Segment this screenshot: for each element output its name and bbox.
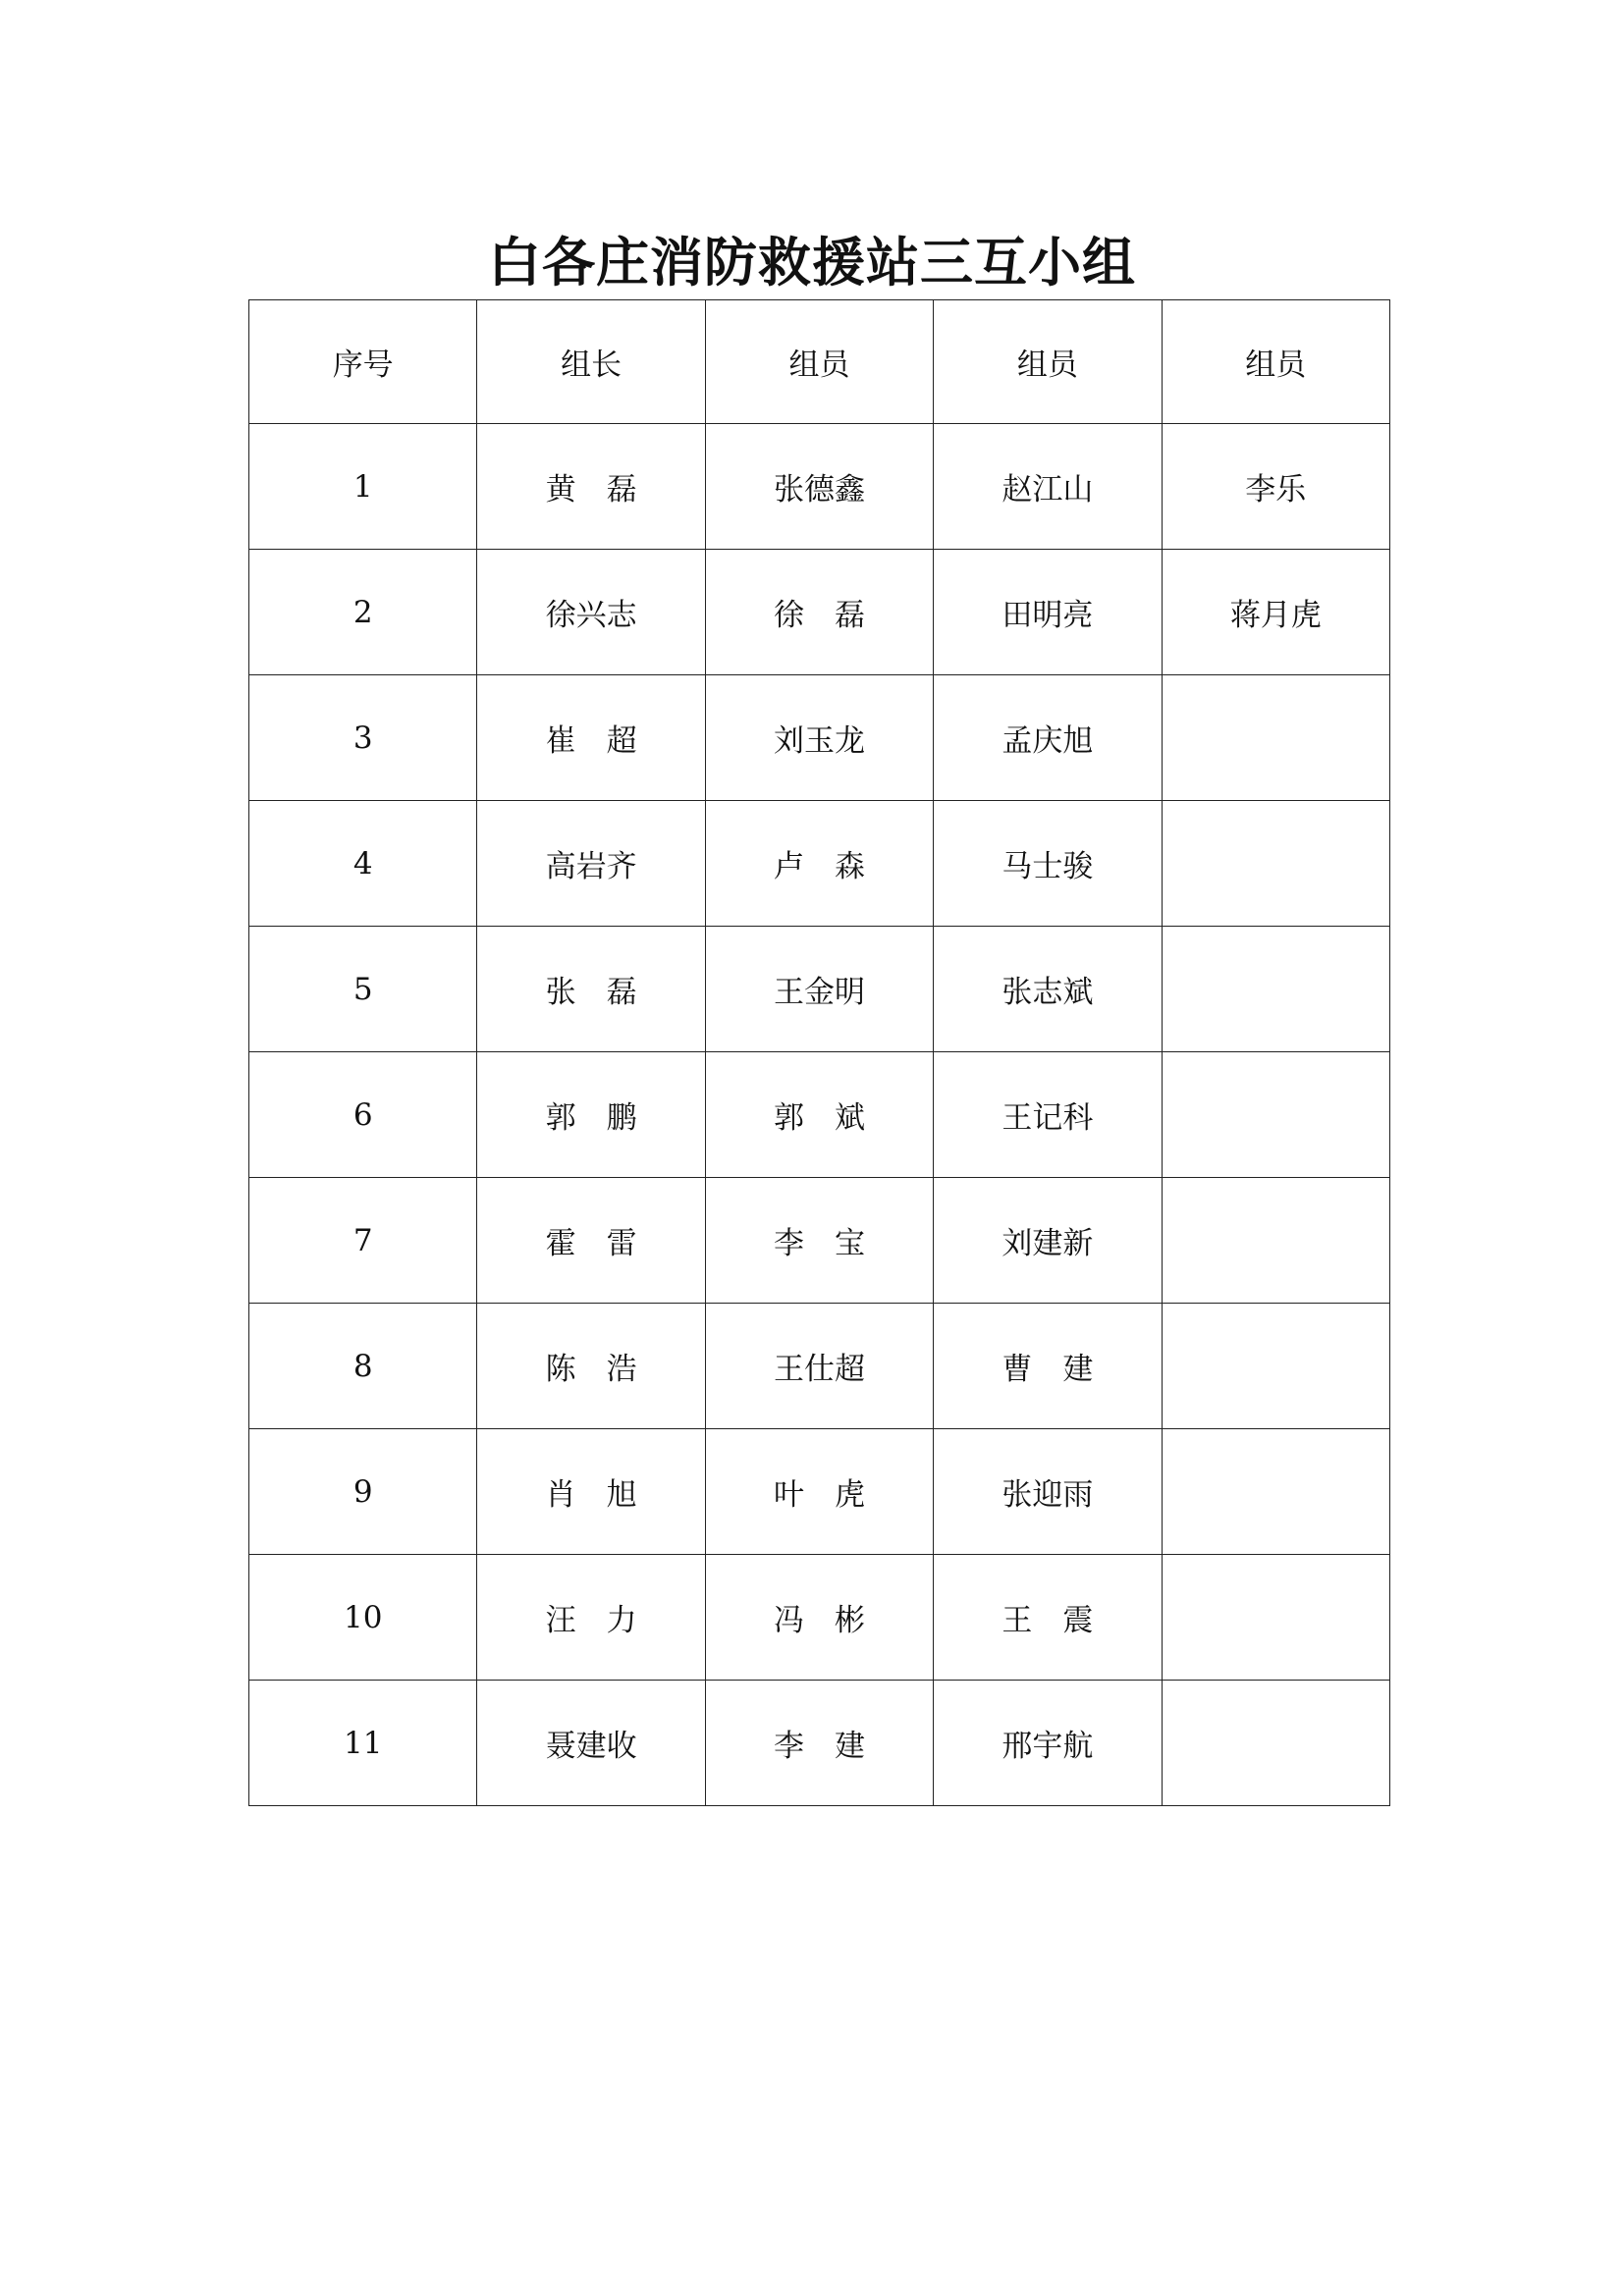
table-header-row [249,300,1390,424]
row-member [1162,1555,1389,1681]
header-member-2: 组员 [934,300,1162,424]
header-leader: 组长 [477,300,705,424]
table-row [249,424,1390,550]
row-member [1162,1304,1389,1429]
row-member: 田明亮 [934,550,1162,675]
header-member-1: 组员 [705,300,933,424]
row-member [1162,1052,1389,1178]
row-index: 7 [249,1178,477,1304]
row-member: 卢 森 [705,801,933,927]
row-member: 邢宇航 [934,1681,1162,1806]
row-member: 孟庆旭 [934,675,1162,801]
row-leader: 肖 旭 [477,1429,705,1555]
table-row [249,675,1390,801]
row-index: 9 [249,1429,477,1555]
row-member: 李乐 [1162,424,1389,550]
row-member: 冯 彬 [705,1555,933,1681]
table-row [249,927,1390,1052]
row-index: 4 [249,801,477,927]
row-index: 10 [249,1555,477,1681]
row-member: 张德鑫 [705,424,933,550]
page-title: 白各庄消防救援站三互小组 [488,232,1136,294]
table-row [249,550,1390,675]
header-member-3: 组员 [1162,300,1389,424]
row-member: 王记科 [934,1052,1162,1178]
table-row [249,1429,1390,1555]
table-row [249,1304,1390,1429]
row-leader: 黄 磊 [477,424,705,550]
table-row [249,1178,1390,1304]
row-index: 3 [249,675,477,801]
row-leader: 高岩齐 [477,801,705,927]
row-leader: 张 磊 [477,927,705,1052]
row-member: 叶 虎 [705,1429,933,1555]
row-index: 11 [249,1681,477,1806]
row-index: 8 [249,1304,477,1429]
row-member: 徐 磊 [705,550,933,675]
row-member [1162,1178,1389,1304]
row-leader: 徐兴志 [477,550,705,675]
row-member: 马士骏 [934,801,1162,927]
row-index: 6 [249,1052,477,1178]
row-member: 王仕超 [705,1304,933,1429]
row-member: 李 宝 [705,1178,933,1304]
table-row [249,1681,1390,1806]
row-member: 郭 斌 [705,1052,933,1178]
table-row [249,1052,1390,1178]
header-index: 序号 [249,300,477,424]
row-index: 1 [249,424,477,550]
roster-table [248,299,1390,1806]
row-member: 张志斌 [934,927,1162,1052]
row-leader: 陈 浩 [477,1304,705,1429]
row-member: 张迎雨 [934,1429,1162,1555]
row-member: 李 建 [705,1681,933,1806]
row-member: 刘建新 [934,1178,1162,1304]
row-index: 2 [249,550,477,675]
row-member: 王 震 [934,1555,1162,1681]
table-row [249,1555,1390,1681]
row-member: 曹 建 [934,1304,1162,1429]
row-member: 蒋月虎 [1162,550,1389,675]
row-member: 王金明 [705,927,933,1052]
row-leader: 霍 雷 [477,1178,705,1304]
row-member: 赵江山 [934,424,1162,550]
row-leader: 郭 鹏 [477,1052,705,1178]
row-leader: 崔 超 [477,675,705,801]
row-member [1162,801,1389,927]
row-member [1162,1429,1389,1555]
row-member [1162,675,1389,801]
row-leader: 汪 力 [477,1555,705,1681]
row-leader: 聂建收 [477,1681,705,1806]
row-index: 5 [249,927,477,1052]
row-member [1162,927,1389,1052]
row-member [1162,1681,1389,1806]
row-member: 刘玉龙 [705,675,933,801]
table-row [249,801,1390,927]
